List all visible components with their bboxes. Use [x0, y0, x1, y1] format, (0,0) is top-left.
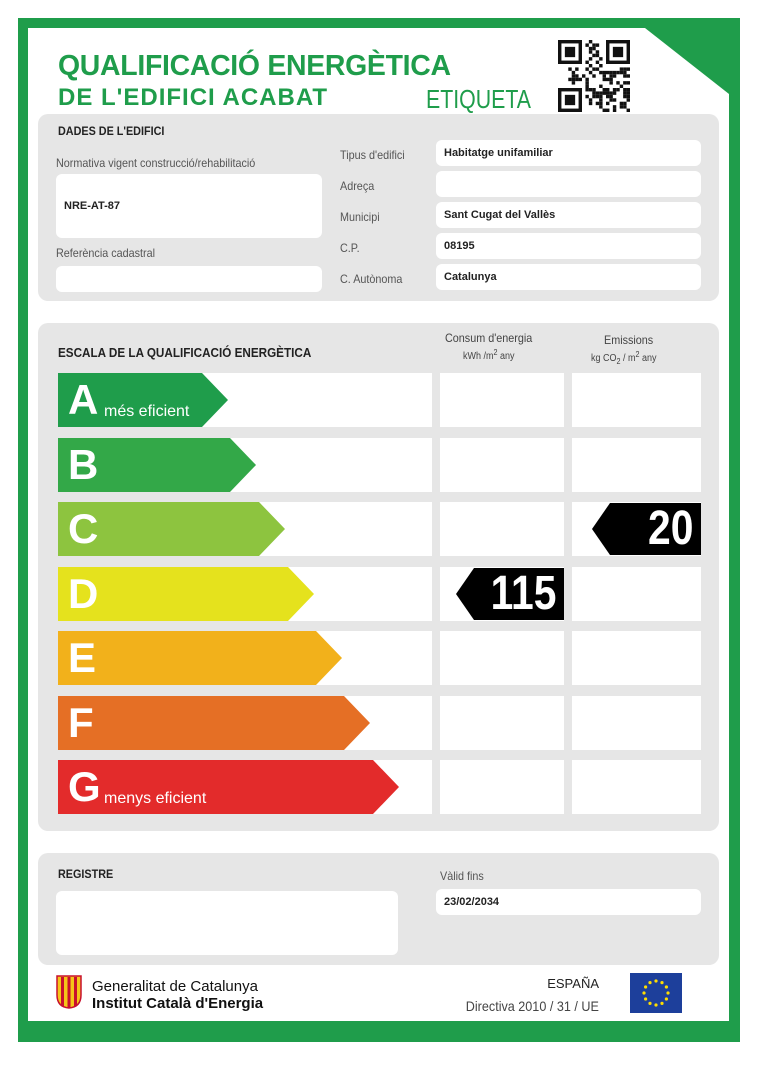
class-description: més eficient — [104, 403, 190, 420]
comunitat-field: Catalunya — [436, 264, 701, 290]
consum-title: Consum d'energia — [445, 331, 533, 345]
building-data-panel — [38, 114, 719, 301]
class-letter: B — [68, 440, 99, 488]
scale-title: ESCALA DE LA QUALIFICACIÓ ENERGÈTICA — [58, 345, 312, 360]
normativa-field: NRE-AT-87 — [56, 174, 322, 238]
referencia-field — [56, 266, 322, 292]
consum-indicator-value: 115 — [490, 566, 556, 620]
class-letter: E — [68, 634, 97, 681]
emissions-unit: kg $CO_2 / m^2$ any — [591, 350, 657, 366]
emissions-cell — [572, 696, 701, 750]
valid-field: 23/02/2034 — [436, 889, 701, 915]
normativa-label: Normativa vigent construcció/rehabilitació — [56, 156, 256, 170]
emissions-indicator — [592, 503, 701, 555]
generalitat-logo-icon — [56, 975, 82, 1009]
emissions-cell — [572, 631, 701, 685]
class-letter: G — [68, 763, 101, 810]
class-arrow-b — [58, 438, 256, 492]
consum-cell — [440, 696, 564, 750]
gov-line-2: Institut Català d'Energia — [92, 995, 264, 1012]
adreca-label: Adreça — [340, 179, 375, 193]
comunitat-label: C. Autònoma — [340, 272, 403, 286]
consum-indicator — [456, 568, 564, 620]
consum-cell — [440, 438, 564, 492]
class-arrow-shape — [58, 631, 342, 685]
class-letter: A — [68, 376, 99, 423]
class-arrow-g — [58, 760, 399, 814]
scale-panel — [38, 323, 719, 831]
emissions-indicator-value: 20 — [647, 502, 693, 555]
registre-field — [56, 891, 398, 955]
registre-panel — [38, 853, 719, 965]
emissions-cell — [572, 373, 701, 427]
class-letter: F — [68, 698, 94, 746]
emissions-cell — [572, 760, 701, 814]
qr-code-icon — [558, 40, 630, 112]
eu-flag-icon — [630, 973, 682, 1013]
class-arrow-e — [58, 631, 342, 685]
consum-cell — [440, 373, 564, 427]
consum-unit: kWh $/m^2$ any — [463, 348, 515, 362]
consum-cell — [440, 631, 564, 685]
tipus-label: Tipus d'edifici — [340, 148, 405, 162]
class-arrow-f — [58, 696, 370, 750]
emissions-cell — [572, 438, 701, 492]
valid-label: Vàlid fins — [440, 869, 484, 883]
etiqueta-label: ETIQUETA — [426, 84, 532, 114]
corner-decoration — [645, 28, 729, 94]
municipi-label: Municipi — [340, 210, 380, 224]
class-letter: D — [68, 569, 99, 617]
class-letter: C — [68, 505, 99, 552]
gov-line-1: Generalitat de Catalunya — [92, 978, 258, 995]
cp-label: C.P. — [340, 241, 360, 255]
referencia-label: Referència cadastral — [56, 246, 156, 260]
emissions-cell — [572, 567, 701, 621]
municipi-field: Sant Cugat del Vallès — [436, 202, 701, 228]
class-arrow-shape — [58, 696, 370, 750]
country-label: ESPAÑA — [547, 976, 599, 991]
class-description: menys eficient — [104, 790, 207, 807]
emissions-title: Emissions — [604, 333, 654, 347]
consum-cell — [440, 760, 564, 814]
class-arrow-d — [58, 567, 314, 621]
tipus-field: Habitatge unifamiliar — [436, 140, 701, 166]
registre-title: REGISTRE — [58, 867, 114, 881]
label-inner — [28, 28, 729, 1021]
class-arrow-a — [58, 373, 228, 427]
directive-label: Directiva 2010 / 31 / UE — [465, 998, 599, 1014]
title-line-1: QUALIFICACIÓ ENERGÈTICA — [58, 50, 451, 82]
adreca-field — [436, 171, 701, 197]
energy-label — [18, 18, 740, 1042]
class-arrow-c — [58, 502, 285, 556]
consum-cell — [440, 502, 564, 556]
cp-field: 08195 — [436, 233, 701, 259]
building-data-title: DADES DE L'EDIFICI — [58, 124, 165, 138]
title-line-2: DE L'EDIFICI ACABAT — [58, 84, 329, 111]
